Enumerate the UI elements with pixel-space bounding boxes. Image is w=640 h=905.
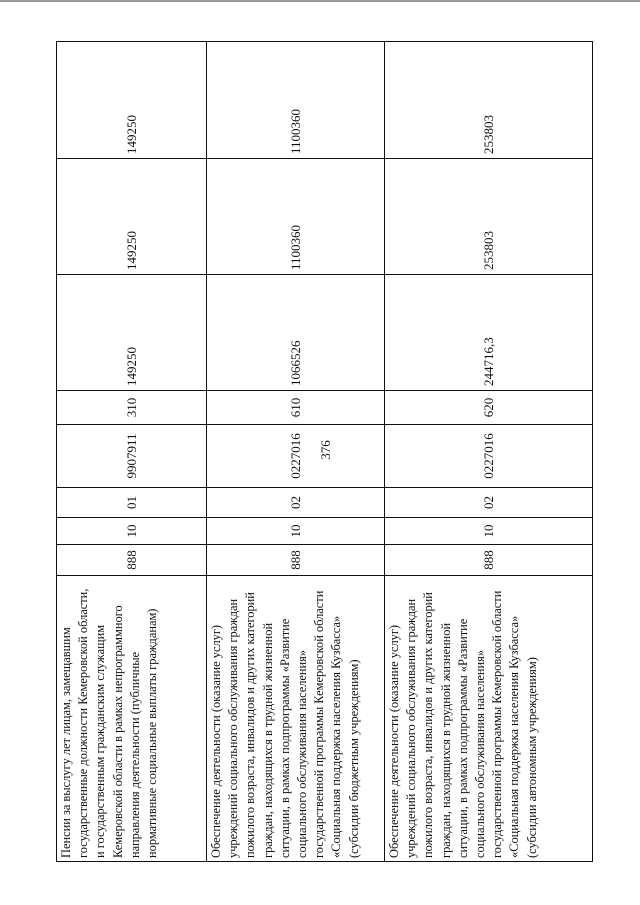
table-row: [207, 42, 385, 862]
section-code: 10: [57, 518, 207, 545]
budget-table-container: [56, 42, 592, 862]
department-code: 888: [385, 545, 593, 576]
amount-year-3: 253803: [385, 42, 593, 159]
table-row: [385, 42, 593, 862]
target-article-code: 0227016: [385, 425, 593, 488]
subsection-code: 02: [385, 488, 593, 518]
section-code: 10: [385, 518, 593, 545]
amount-year-2: 253803: [385, 159, 593, 275]
table-row: [57, 42, 207, 862]
amount-year-1: 1066526: [207, 275, 385, 391]
department-code: 888: [57, 545, 207, 576]
amount-year-2: 1100360: [207, 159, 385, 275]
amount-year-1: 149250: [57, 275, 207, 391]
target-article-code: 0227016: [207, 425, 385, 488]
target-article-code: 9907911: [57, 425, 207, 488]
row-description: Пенсии за выслугу лет лицам, замещавшим государственные должности Кемеровской области, и государственным гражданским служащим Кемеровской области в рамках непрограммного направления деятельности (публичные нормативные социальные выплаты гражданам): [57, 576, 207, 862]
row-description: Обеспечение деятельности (оказание услуг) учреждений социального обслуживания граждан пожилого возраста, инвалидов и других категорий граждан, находящихся в трудной жизненной ситуации, в рамках подпрограммы «Развитие социального обслуживания населения» государственной программы Кемеровской области «Социальная поддержка населения Кузбасса» (субсидии бюджетным учреждениям): [207, 576, 385, 862]
amount-year-1: 244716,3: [385, 275, 593, 391]
row-description: Обеспечение деятельности (оказание услуг) учреждений социального обслуживания граждан пожилого возраста, инвалидов и других категорий граждан, находящихся в трудной жизненной ситуации, в рамках подпрограммы «Развитие социального обслуживания населения» государственной программы Кемеровской области «Социальная поддержка населения Кузбасса» (субсидии автономным учреждениям): [385, 576, 593, 862]
subsection-code: 01: [57, 488, 207, 518]
expense-type-code: 310: [57, 391, 207, 425]
page-number-text: 376: [318, 440, 333, 460]
expense-type-code: 620: [385, 391, 593, 425]
rotated-table-wrapper: [56, 42, 592, 862]
section-code: 10: [207, 518, 385, 545]
expense-type-code: 610: [207, 391, 385, 425]
amount-year-3: 149250: [57, 42, 207, 159]
amount-year-2: 149250: [57, 159, 207, 275]
subsection-code: 02: [207, 488, 385, 518]
budget-table: [56, 41, 593, 862]
amount-year-3: 1100360: [207, 42, 385, 159]
scan-top-edge: [0, 0, 640, 2]
department-code: 888: [207, 545, 385, 576]
